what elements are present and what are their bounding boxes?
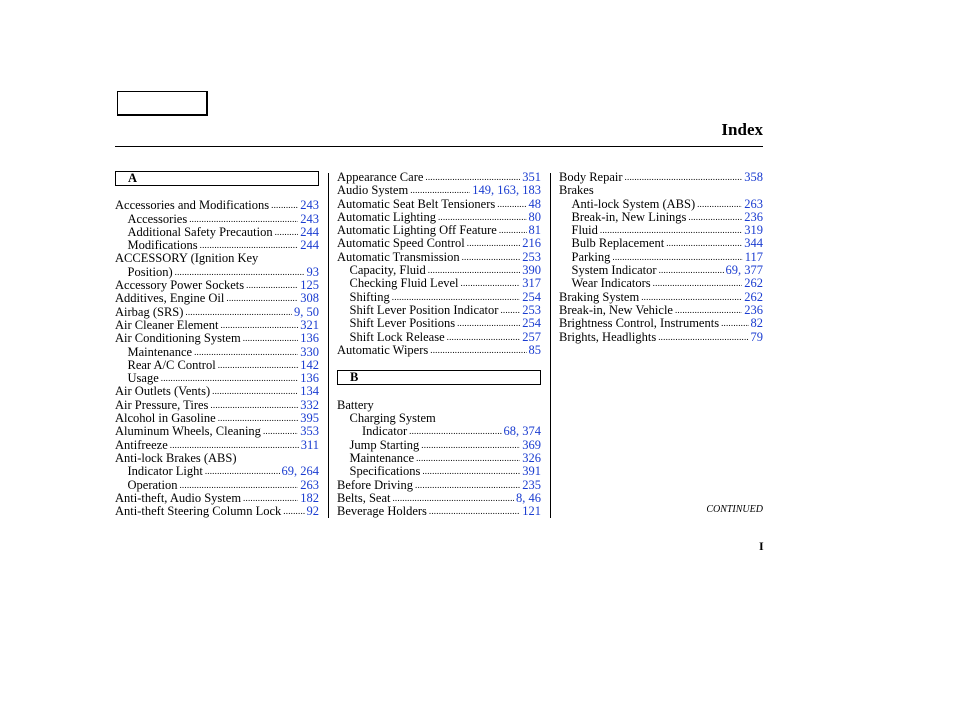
index-entry xyxy=(337,277,541,290)
index-entry xyxy=(115,439,319,452)
index-entry xyxy=(337,251,541,264)
leader-dots xyxy=(185,306,292,319)
entry-label: Operation xyxy=(127,477,178,492)
index-entry xyxy=(115,252,319,265)
index-entry xyxy=(337,412,541,425)
page-reference-link[interactable]: 142 xyxy=(300,357,319,372)
index-column-2 xyxy=(337,171,541,518)
index-entry xyxy=(337,211,541,224)
page-reference-link[interactable]: 9, 50 xyxy=(294,304,319,319)
page-reference-link[interactable]: 243 xyxy=(300,211,319,226)
page-reference-link[interactable]: 216 xyxy=(522,236,541,251)
leader-dots xyxy=(457,317,520,330)
index-entry xyxy=(115,412,319,425)
entry-label: Air Outlets (Vents) xyxy=(115,384,211,399)
entry-label: ACCESSORY (Ignition Key xyxy=(115,251,259,266)
page-reference-link[interactable]: 79 xyxy=(750,329,763,344)
index-entry xyxy=(559,171,763,184)
section-header-a: A xyxy=(115,171,319,186)
entry-label: Indicator Light xyxy=(127,464,203,479)
leader-dots xyxy=(421,439,520,452)
page-reference-link[interactable]: 358 xyxy=(744,170,763,184)
leader-dots xyxy=(675,304,742,317)
page-reference-link[interactable]: 235 xyxy=(522,477,541,492)
page-reference-link[interactable]: 69, 377 xyxy=(725,263,763,278)
page-reference-link[interactable]: 263 xyxy=(744,196,763,211)
entry-label: Wear Indicators xyxy=(571,276,651,291)
entry-label: Beverage Holders xyxy=(337,504,427,519)
leader-dots xyxy=(641,291,742,304)
entry-label: System Indicator xyxy=(571,263,657,278)
index-entry xyxy=(337,304,541,317)
page-reference-link[interactable]: 92 xyxy=(306,504,319,519)
page-reference-link[interactable]: 321 xyxy=(300,317,319,332)
entry-label: Break-in, New Vehicle xyxy=(559,302,673,317)
leader-dots xyxy=(422,465,520,478)
entry-label: Brightness Control, Instruments xyxy=(559,316,720,331)
index-entry xyxy=(559,251,763,264)
entry-label: Bulb Replacement xyxy=(571,236,665,251)
entry-label: Brakes xyxy=(559,183,594,198)
index-entry xyxy=(337,331,541,344)
page-reference-link[interactable]: 311 xyxy=(300,437,319,452)
leader-dots xyxy=(205,465,280,478)
entry-label: Body Repair xyxy=(559,170,623,184)
entry-label: Automatic Transmission xyxy=(337,249,460,264)
page-reference-link[interactable]: 332 xyxy=(300,397,319,412)
index-entry xyxy=(115,292,319,305)
leader-dots xyxy=(467,237,520,250)
entry-label: Shift Lock Release xyxy=(349,329,445,344)
entry-label: Automatic Lighting xyxy=(337,209,436,224)
index-entry xyxy=(115,199,319,212)
entry-label: Shift Lever Position Indicator xyxy=(349,302,499,317)
page-number: I xyxy=(759,539,764,553)
page-reference-link[interactable]: 121 xyxy=(522,504,541,519)
page-reference-link[interactable]: 254 xyxy=(522,289,541,304)
index-column-1 xyxy=(115,171,319,518)
page-reference-link[interactable]: 263 xyxy=(300,477,319,492)
entry-label: Usage xyxy=(127,371,159,386)
leader-dots xyxy=(263,425,298,438)
page-reference-link[interactable]: 236 xyxy=(744,302,763,317)
page-reference-link[interactable]: 351 xyxy=(522,170,541,184)
index-column-3 xyxy=(559,171,763,344)
entry-label: Maintenance xyxy=(349,450,415,465)
entry-label: Anti-theft Steering Column Lock xyxy=(115,504,282,519)
leader-dots xyxy=(658,331,748,344)
page-reference-link[interactable]: 236 xyxy=(744,209,763,224)
page-reference-link[interactable]: 254 xyxy=(522,316,541,331)
entry-label: Jump Starting xyxy=(349,437,420,452)
leader-dots xyxy=(226,292,298,305)
page-reference-link[interactable]: 69, 264 xyxy=(281,464,319,479)
entry-label: Airbag (SRS) xyxy=(115,304,184,319)
page-reference-link[interactable]: 134 xyxy=(300,384,319,399)
leader-dots xyxy=(218,412,299,425)
page-reference-link[interactable]: 81 xyxy=(528,223,541,238)
entry-list xyxy=(337,171,541,357)
index-entry xyxy=(115,239,319,252)
entry-label: Brights, Headlights xyxy=(559,329,657,344)
page-reference-link[interactable]: 136 xyxy=(300,331,319,346)
leader-dots xyxy=(438,211,527,224)
index-entry xyxy=(559,211,763,224)
index-entry xyxy=(115,319,319,332)
index-entry xyxy=(559,331,763,344)
entry-label: Rear A/C Control xyxy=(127,357,216,372)
leader-dots xyxy=(428,264,520,277)
index-entry xyxy=(337,344,541,357)
leader-dots xyxy=(447,331,521,344)
entry-label: Before Driving xyxy=(337,477,414,492)
leader-dots xyxy=(410,184,470,197)
index-entry xyxy=(115,465,319,478)
entry-list xyxy=(337,399,541,519)
index-entry xyxy=(559,291,763,304)
entry-label: Appearance Care xyxy=(337,170,424,184)
page-reference-link[interactable]: 48 xyxy=(528,196,541,211)
entry-label: Additional Safety Precaution xyxy=(127,224,273,239)
index-entry xyxy=(115,399,319,412)
leader-dots xyxy=(461,277,521,290)
page-reference-link[interactable]: 85 xyxy=(528,342,541,357)
header-rule xyxy=(115,146,763,147)
entry-label: Battery xyxy=(337,397,374,412)
entry-label: Modifications xyxy=(127,238,198,253)
entry-label: Accessories and Modifications xyxy=(115,198,270,213)
entry-label: Break-in, New Linings xyxy=(571,209,687,224)
index-entry xyxy=(337,425,541,438)
index-entry xyxy=(337,291,541,304)
leader-dots xyxy=(429,505,520,518)
column-divider xyxy=(328,173,329,518)
leader-dots xyxy=(246,279,298,292)
leader-dots xyxy=(161,372,299,385)
leader-dots xyxy=(659,264,724,277)
page-reference-link[interactable]: 117 xyxy=(744,249,763,264)
entry-label: Belts, Seat xyxy=(337,490,391,505)
entry-label: Anti-lock System (ABS) xyxy=(571,196,696,211)
entry-label: Air Conditioning System xyxy=(115,331,241,346)
index-entry xyxy=(337,465,541,478)
index-entry xyxy=(559,304,763,317)
index-entry xyxy=(337,184,541,197)
page-reference-link[interactable]: 308 xyxy=(300,291,319,306)
page-reference-link[interactable]: 317 xyxy=(522,276,541,291)
entry-label: Accessories xyxy=(127,211,188,226)
entry-label: Anti-lock Brakes (ABS) xyxy=(115,450,237,465)
leader-dots xyxy=(612,251,742,264)
leader-dots xyxy=(200,239,299,252)
page-reference-link[interactable]: 244 xyxy=(300,238,319,253)
page-reference-link[interactable]: 68, 374 xyxy=(503,424,541,439)
index-entry xyxy=(337,492,541,505)
index-entry xyxy=(337,198,541,211)
leader-dots xyxy=(179,479,298,492)
leader-dots xyxy=(666,237,742,250)
entry-label: Automatic Wipers xyxy=(337,342,429,357)
leader-dots xyxy=(218,359,299,372)
index-entry xyxy=(115,505,319,518)
page-reference-link[interactable]: 253 xyxy=(522,249,541,264)
entry-label: Air Cleaner Element xyxy=(115,317,219,332)
entry-label: Checking Fluid Level xyxy=(349,276,459,291)
page-reference-link[interactable]: 391 xyxy=(522,464,541,479)
leader-dots xyxy=(210,399,298,412)
page-reference-link[interactable]: 8, 46 xyxy=(516,490,541,505)
page-reference-link[interactable]: 182 xyxy=(300,490,319,505)
index-entry xyxy=(115,385,319,398)
leader-dots xyxy=(625,171,743,184)
index-entry xyxy=(337,452,541,465)
index-entry xyxy=(559,317,763,330)
page-reference-link[interactable]: 369 xyxy=(522,437,541,452)
index-entry xyxy=(337,479,541,492)
leader-dots xyxy=(600,224,742,237)
index-entry xyxy=(559,184,763,197)
entry-label: Audio System xyxy=(337,183,409,198)
leader-dots xyxy=(653,277,743,290)
leader-dots xyxy=(275,226,299,239)
entry-list xyxy=(115,199,319,518)
entry-label: Capacity, Fluid xyxy=(349,263,426,278)
entry-label: Maintenance xyxy=(127,344,193,359)
leader-dots xyxy=(283,505,304,518)
entry-label: Parking xyxy=(571,249,611,264)
page-reference-link[interactable]: 353 xyxy=(300,424,319,439)
page-title: Index xyxy=(721,120,763,139)
index-entry xyxy=(559,264,763,277)
index-entry xyxy=(115,479,319,492)
index-entry xyxy=(337,224,541,237)
index-entry xyxy=(115,372,319,385)
index-entry xyxy=(115,226,319,239)
index-entry xyxy=(337,399,541,412)
page-reference-link[interactable]: 262 xyxy=(744,289,763,304)
index-entry xyxy=(115,346,319,359)
leader-dots xyxy=(220,319,298,332)
page-reference-link[interactable]: 80 xyxy=(528,209,541,224)
leader-dots xyxy=(170,439,299,452)
entry-label: Additives, Engine Oil xyxy=(115,291,225,306)
page-reference-link[interactable]: 93 xyxy=(306,264,319,279)
page-reference-link[interactable]: 243 xyxy=(300,198,319,213)
entry-label: Indicator xyxy=(362,424,408,439)
index-entry xyxy=(115,359,319,372)
leader-dots xyxy=(415,479,520,492)
leader-dots xyxy=(409,425,501,438)
page-reference-link[interactable]: 125 xyxy=(300,278,319,293)
index-entry xyxy=(559,237,763,250)
index-entry xyxy=(559,198,763,211)
page-reference-link[interactable]: 319 xyxy=(744,223,763,238)
index-entry xyxy=(115,306,319,319)
page-reference-link[interactable]: 149, 163, 183 xyxy=(472,183,541,198)
leader-dots xyxy=(497,198,526,211)
leader-dots xyxy=(500,304,520,317)
index-entry xyxy=(337,439,541,452)
index-entry xyxy=(115,266,319,279)
entry-label: Specifications xyxy=(349,464,421,479)
entry-label: Position) xyxy=(127,264,173,279)
entry-label: Shifting xyxy=(349,289,390,304)
page-reference-link[interactable]: 257 xyxy=(522,329,541,344)
page-reference-link[interactable]: 253 xyxy=(522,302,541,317)
leader-dots xyxy=(194,346,298,359)
continued-note: CONTINUED xyxy=(706,504,763,515)
index-entry xyxy=(115,452,319,465)
index-entry xyxy=(559,277,763,290)
entry-label: Braking System xyxy=(559,289,640,304)
section-spacer xyxy=(337,357,541,370)
index-entry xyxy=(337,171,541,184)
page-reference-link[interactable]: 136 xyxy=(300,371,319,386)
entry-label: Shift Lever Positions xyxy=(349,316,456,331)
page-reference-link[interactable]: 82 xyxy=(750,316,763,331)
entry-label: Antifreeze xyxy=(115,437,168,452)
leader-dots xyxy=(243,332,299,345)
leader-dots xyxy=(462,251,521,264)
entry-label: Automatic Speed Control xyxy=(337,236,465,251)
entry-label: Charging System xyxy=(349,411,436,426)
leader-dots xyxy=(392,291,520,304)
page-reference-link[interactable]: 262 xyxy=(744,276,763,291)
leader-dots xyxy=(688,211,742,224)
index-entry xyxy=(115,279,319,292)
leader-dots xyxy=(416,452,520,465)
index-entry xyxy=(337,237,541,250)
leader-dots xyxy=(189,213,298,226)
leader-dots xyxy=(721,317,748,330)
page-reference-link[interactable]: 330 xyxy=(300,344,319,359)
leader-dots xyxy=(392,492,514,505)
leader-dots xyxy=(243,492,298,505)
page-reference-link[interactable]: 344 xyxy=(744,236,763,251)
entry-label: Fluid xyxy=(571,223,598,238)
entry-label: Anti-theft, Audio System xyxy=(115,490,242,505)
index-entry xyxy=(115,213,319,226)
entry-list xyxy=(559,171,763,344)
section-header-b: B xyxy=(337,370,541,385)
entry-label: Automatic Seat Belt Tensioners xyxy=(337,196,496,211)
entry-label: Aluminum Wheels, Cleaning xyxy=(115,424,261,439)
entry-label: Accessory Power Sockets xyxy=(115,278,245,293)
entry-label: Alcohol in Gasoline xyxy=(115,411,216,426)
leader-dots xyxy=(212,385,298,398)
leader-dots xyxy=(430,344,526,357)
leader-dots xyxy=(271,199,298,212)
index-entry xyxy=(115,425,319,438)
page-reference-link[interactable]: 395 xyxy=(300,411,319,426)
column-divider xyxy=(550,173,551,518)
entry-label: Automatic Lighting Off Feature xyxy=(337,223,497,238)
leader-dots xyxy=(697,198,742,211)
index-entry xyxy=(337,264,541,277)
index-entry xyxy=(115,332,319,345)
index-entry xyxy=(337,505,541,518)
index-entry xyxy=(337,317,541,330)
entry-label: Air Pressure, Tires xyxy=(115,397,209,412)
page-reference-link[interactable]: 326 xyxy=(522,450,541,465)
leader-dots xyxy=(425,171,520,184)
leader-dots xyxy=(175,266,305,279)
leader-dots xyxy=(499,224,527,237)
page-reference-link[interactable]: 244 xyxy=(300,224,319,239)
page-reference-link[interactable]: 390 xyxy=(522,263,541,278)
index-entry xyxy=(559,224,763,237)
index-tab-box xyxy=(117,91,208,116)
index-entry xyxy=(115,492,319,505)
